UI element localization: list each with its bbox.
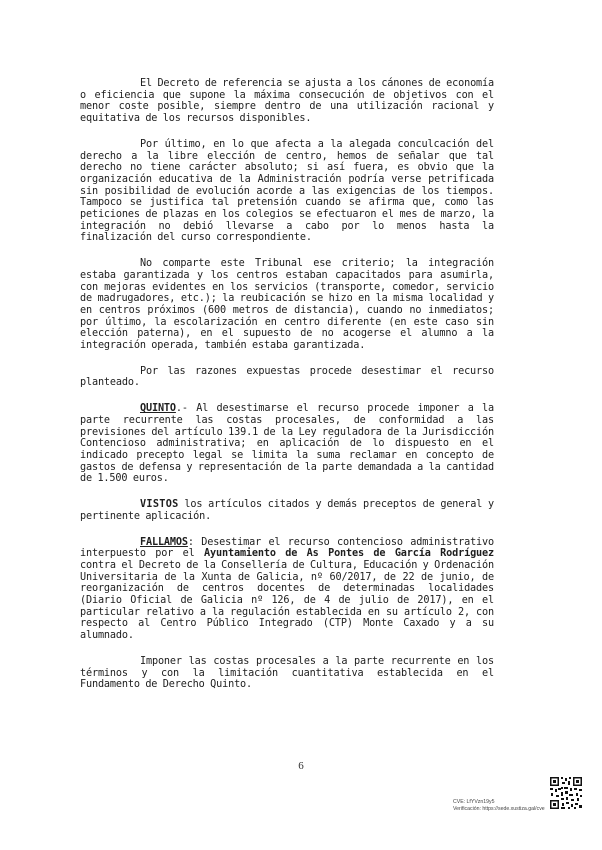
vistos-text: los artículos citados y demás preceptos de general y pertinente aplicación. (80, 499, 494, 522)
verification-footer (453, 799, 545, 813)
quinto-heading: QUINTO (140, 403, 176, 415)
paragraph-tribunal-criterio: No comparte este Tribunal ese criterio; la integración estaba garantizada y los centros estaban capacitados para asumirla, con mejoras evidentes en los servicios (transporte, comedor, servicio de madrugadores, etc.); la reubicación se hizo en la misma localidad y en centros próximos (600 metros de distancia), cuando no inmediatos; por último, la escolarización en centro diferente (en este caso sin elección paterna), en el supuesto de no acogerse el alumno a la integración operada, también estaba garantizada. (80, 258, 494, 352)
paragraph-vistos (80, 499, 494, 522)
paragraph-libre-eleccion: Por último, en lo que afecta a la alegada conculcación del derecho a la libre elección de centro, hemos de señalar que tal derecho no tiene carácter absoluto; si así fuera, es obvio que la organización educativa de la Administración podría verse petrificada sin posibilidad de evolución acorde a las exigencias de los tiempos. Tampoco se justifica tal pretensión cuando se afirma que, como las peticiones de plazas en los colegios se efectuaron el mes de marzo, la integración no debió llevarse a cabo por lo menos hasta la finalización del curso correspondiente. (80, 138, 494, 244)
paragraph-decreto: El Decreto de referencia se ajusta a los cánones de economía o eficiencia que supone la máxima consecución de objetivos con el menor coste posible, siempre dentro de una utilización racional y equitativa de los recursos disponibles. (80, 78, 495, 125)
fallamos-text-before: : Desestimar el recurso contencioso administrativo interpuesto por el (80, 536, 494, 560)
qr-code-icon (549, 776, 583, 810)
vistos-heading: VISTOS (140, 499, 179, 511)
paragraph-desestimar: Por las razones expuestas procede desestimar el recurso planteado. (80, 365, 494, 389)
quinto-text: .- Al desestimarse el recurso procede imponer a la parte recurrente las costas procesales, de conformidad a las previsiones del artículo 139.1 de la Ley reguladora de la Jurisdicción Contencioso administrativa; en aplicación de lo dispuesto en el indicado precepto legal se limita la suma reclamar en concepto de gastos de defensa y representación de la parte demandada a la cantidad de 1.500 euros. (80, 403, 494, 485)
paragraph-costas: Imponer las costas procesales a la parte recurrente en los términos y con la limitación cuantitativa establecida en el Fundamento de Derecho Quinto. (80, 655, 494, 691)
verification-url: Verificación: https://sede.xustiza.gal/cve (453, 806, 545, 812)
cve-code: CVE: LfYVzn19y5 (453, 799, 495, 805)
document-body (80, 78, 494, 705)
fallamos-text-after: contra el Decreto de la Consellería de Cultura, Educación y Ordenación Universitaria de la Xunta de Galicia, nº 60/2017, de 22 de junio, de reorganización de centros docentes de determinadas localidades (Diario Oficial de Galicia nº 126, de 4 de julio de 2017), en el particular relativo a la regulación establecida en su artículo 2, con respecto al Centro Público Integrado (CTP) Monte Caxado y a su alumnado. (80, 559, 494, 642)
fallamos-heading: FALLAMOS (140, 536, 188, 548)
paragraph-fallamos (80, 537, 494, 642)
paragraph-quinto (80, 403, 494, 485)
page-number: 6 (298, 760, 304, 772)
fallamos-party: Ayuntamiento de As Pontes de García Rodríguez (204, 548, 494, 560)
